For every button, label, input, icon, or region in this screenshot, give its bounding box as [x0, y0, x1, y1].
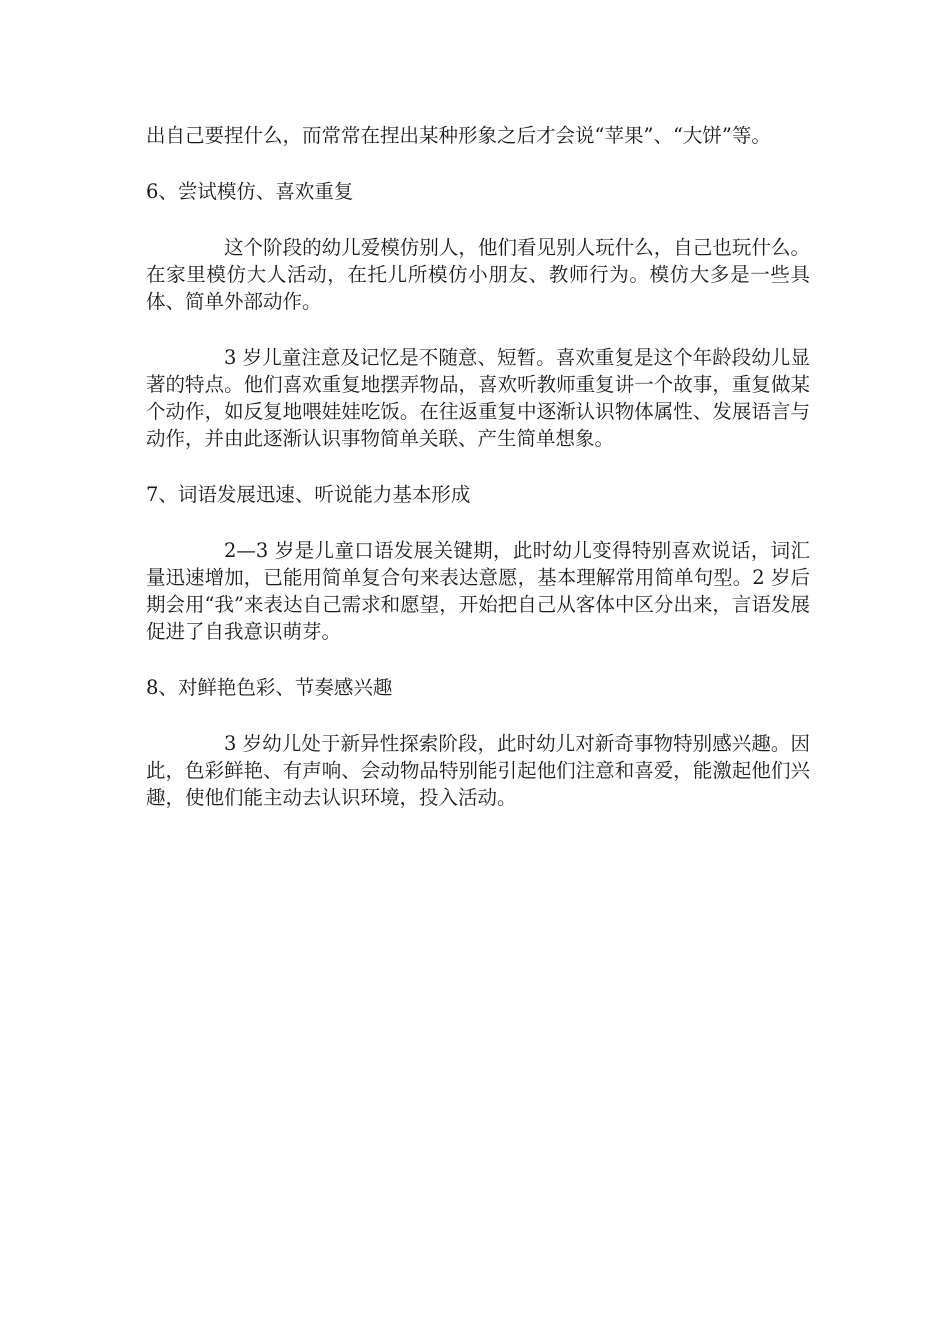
- section-heading-7: 7、词语发展迅速、听说能力基本形成: [146, 483, 471, 506]
- section-7-paragraph-1: 2—3 岁是儿童口语发展关键期，此时幼儿变得特别喜欢说话，词汇量迅速增加，已能用简单复合句来表达意愿，基本理解常用简单句型。2 岁后期会用“我”来表达自己需求和愿望，开始把自己从客体中区分出来，言语发展促进了自我意识萌芽。: [146, 539, 810, 643]
- section-8-paragraph-1: 3 岁幼儿处于新异性探索阶段，此时幼儿对新奇事物特别感兴趣。因此，色彩鲜艳、有声响、会动物品特别能引起他们注意和喜爱，能激起他们兴趣，使他们能主动去认识环境，投入活动。: [146, 732, 810, 809]
- section-heading-8: 8、对鲜艳色彩、节奏感兴趣: [146, 676, 393, 699]
- document-body: [146, 122, 810, 811]
- section-heading-6: 6、尝试模仿、喜欢重复: [146, 180, 354, 203]
- intro-paragraph: 出自己要捏什么，而常常在捏出某种形象之后才会说“苹果”、“大饼”等。: [146, 124, 771, 147]
- section-6-paragraph-2: 3 岁儿童注意及记忆是不随意、短暂。喜欢重复是这个年龄段幼儿显著的特点。他们喜欢重复地摆弄物品，喜欢听教师重复讲一个故事，重复做某个动作，如反复地喂娃娃吃饭。在往返重复中逐渐认识物体属性、发展语言与动作，并由此逐渐认识事物简单关联、产生简单想象。: [146, 346, 810, 450]
- section-6-paragraph-1: 这个阶段的幼儿爱模仿别人，他们看见别人玩什么，自己也玩什么。在家里模仿大人活动，在托儿所模仿小朋友、教师行为。模仿大多是一些具体、简单外部动作。: [146, 236, 810, 313]
